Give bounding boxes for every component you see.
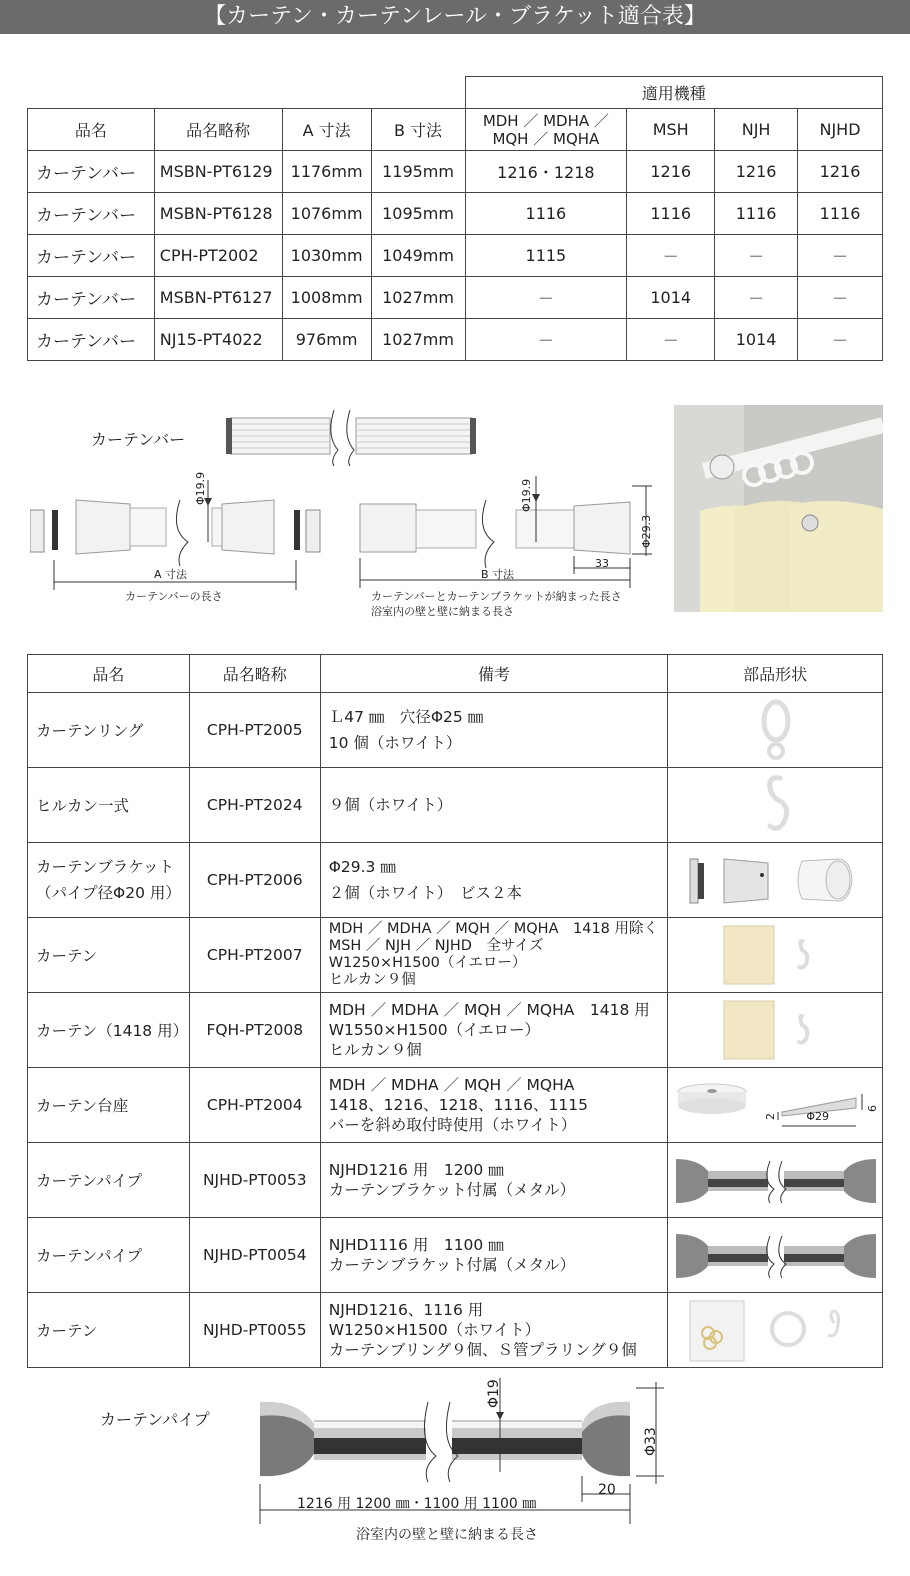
cell: NJ15-PT4022 [154,319,282,361]
note-line: W1250×H1500（イエロー） [328,955,527,971]
curtain-bar-icon [226,410,476,466]
part-image-cell [668,1218,883,1293]
note-line: Ｌ47 ㎜ 穴径Φ25 ㎜ [328,708,484,726]
cell: 1116 [798,193,883,235]
col-header: 品名 [28,109,155,151]
note-line: W1250×H1500（ホワイト） [328,1321,541,1339]
note-line: Φ29.3 ㎜ [328,858,396,876]
page-header [0,0,910,34]
part-name: カーテンパイプ [28,1218,190,1293]
cell: CPH-PT2002 [154,235,282,277]
cell: 976mm [282,319,371,361]
col-header-model: MDH ／ MDHA ／ MQH ／ MQHA [465,109,627,151]
part-notes [320,768,668,843]
dim-b-caption: カーテンバーとカーテンブラケットが納まった長さ [371,590,622,603]
part-name: カーテンパイプ [28,1143,190,1218]
part-name: ヒルカン一式 [28,768,190,843]
note-line: MDH ／ MDHA ／ MQH ／ MQHA [328,1076,575,1094]
note-line: MSH ／ NJH ／ NJHD 全サイズ [328,938,544,954]
cell: カーテンバー [28,319,155,361]
cell: MSBN-PT6129 [154,151,282,193]
cell: MSBN-PT6127 [154,277,282,319]
part-notes [320,843,668,918]
part-name: カーテン [28,1293,190,1368]
note-line: カーテンブラケット付属（メタル） [328,1181,576,1199]
curtain-1418-icon [722,999,832,1061]
part-notes [320,693,668,768]
table-row [28,235,883,277]
bracket-icon [688,853,868,909]
cell: カーテンバー [28,193,155,235]
table-row [28,151,883,193]
cell: 1216・1218 [465,151,627,193]
note-line: 1418、1216、1218、1116、1115 [328,1096,588,1114]
cell: 1095mm [371,193,465,235]
cell: － [715,235,798,277]
note-line: MDH ／ MDHA ／ MQH ／ MQHA 1418 用除く [328,921,659,937]
s-hook-icon [762,772,792,838]
cell: 1027mm [371,277,465,319]
cell: － [798,277,883,319]
part-image-cell [668,993,883,1068]
table-row [28,993,883,1068]
part-image-cell [668,843,883,918]
cell: 1116 [715,193,798,235]
dim-20-label: 20 [598,1482,616,1498]
part-name: カーテン [28,918,190,993]
curtain-ring-icon [760,697,792,763]
part-code: CPH-PT2005 [189,693,320,768]
cell: 1216 [627,151,715,193]
cell: カーテンバー [28,235,155,277]
col-header: 品名略称 [154,109,282,151]
cell: － [798,319,883,361]
note-line: ２個（ホワイト） ビス２本 [328,884,522,902]
dim-b-label: B 寸法 [481,568,515,581]
phi-b-label: Φ19.9 [520,478,533,512]
phi-pipe-end-label: Φ33 [643,1427,659,1456]
col-header-model: NJH [715,109,798,151]
cell: 1195mm [371,151,465,193]
part-notes [320,918,668,993]
col-header-model: MSH [627,109,715,151]
cell: － [627,235,715,277]
col-header: 備考 [320,655,668,693]
curtain-yellow-icon [722,924,832,986]
col-header-model: NJHD [798,109,883,151]
note-line: NJHD1116 用 1100 ㎜ [328,1236,504,1254]
cell: 1027mm [371,319,465,361]
phi-pipe-label: Φ19 [486,1379,502,1408]
table-row [28,277,883,319]
cell: － [465,319,627,361]
note-line: MDH ／ MDHA ／ MQH ／ MQHA 1418 用 [328,1001,650,1019]
table-row [28,1218,883,1293]
note-line: バーを斜め取付時使用（ホワイト） [328,1116,577,1134]
cell: カーテンバー [28,151,155,193]
group-header: 適用機種 [465,77,883,109]
col-header: A 寸法 [282,109,371,151]
part-code: NJHD-PT0055 [189,1293,320,1368]
cell: － [465,277,627,319]
table-row [28,1143,883,1218]
table-row [28,1293,883,1368]
cell: 1116 [627,193,715,235]
note-line: NJHD1216、1116 用 [328,1301,484,1319]
part-notes [320,993,668,1068]
phi-end-label: Φ29.3 [640,514,653,548]
part-code: CPH-PT2024 [189,768,320,843]
part-name: カーテン（1418 用） [28,993,190,1068]
part-code: CPH-PT2007 [189,918,320,993]
cell: 1014 [627,277,715,319]
installed-curtain-photo [674,405,883,612]
phi-a-label: Φ19.9 [194,471,207,505]
cell: 1014 [715,319,798,361]
table-row [28,843,883,918]
part-name: カーテンリング [28,693,190,768]
metal-pipe-icon [674,1232,878,1280]
note-line: ヒルカン９個 [328,972,416,988]
part-image-cell [668,693,883,768]
dim-33-label: 33 [595,557,609,570]
curtain-pipe-title: カーテンパイプ [100,1410,210,1429]
part-name: カーテンブラケット （パイプ径Φ20 用） [28,843,190,918]
part-code: CPH-PT2004 [189,1068,320,1143]
part-name: カーテン台座 [28,1068,190,1143]
col-header: 品名 [28,655,190,693]
dim-a-label: A 寸法 [154,568,188,581]
part-notes [320,1218,668,1293]
curtain-bar-title: カーテンバー [91,430,186,449]
cell: 1049mm [371,235,465,277]
cell: 1008mm [282,277,371,319]
part-image-cell [668,1293,883,1368]
note-line: NJHD1216 用 1200 ㎜ [328,1161,504,1179]
base-height-label: 2 [764,1113,778,1120]
parts-table [27,654,883,1368]
page-title: 【カーテン・カーテンレール・ブラケット適合表】 [204,4,706,29]
table-row [28,319,883,361]
cell: 1030mm [282,235,371,277]
metal-pipe-icon [674,1157,878,1205]
table-row [28,1068,883,1143]
part-code: FQH-PT2008 [189,993,320,1068]
note-line: カーテンブリング９個、Ｓ管プラリング９個 [328,1341,637,1359]
pipe-caption: 浴室内の壁と壁に納まる長さ [356,1527,538,1543]
cell: 1116 [465,193,627,235]
compatibility-table [27,76,883,361]
col-header: B 寸法 [371,109,465,151]
curtain-base-icon [676,1076,876,1136]
cell: 1176mm [282,151,371,193]
table-row [28,693,883,768]
cell: － [798,235,883,277]
base-thickness-label: 6 [866,1105,880,1112]
dim-b-caption: 浴室内の壁と壁に納まる長さ [371,605,514,618]
cell: 1216 [798,151,883,193]
table-row [28,918,883,993]
note-line: W1550×H1500（イエロー） [328,1021,540,1039]
cell: カーテンバー [28,277,155,319]
part-image-cell [668,918,883,993]
part-code: NJHD-PT0054 [189,1218,320,1293]
white-curtain-set-icon [688,1299,868,1363]
cell: 1115 [465,235,627,277]
cell: － [715,277,798,319]
note-line: カーテンブラケット付属（メタル） [328,1256,576,1274]
part-notes [320,1143,668,1218]
note-line: ９個（ホワイト） [328,796,453,814]
cell: 1216 [715,151,798,193]
part-image-cell [668,1068,883,1143]
note-line: 10 個（ホワイト） [328,734,462,752]
cell: － [627,319,715,361]
cell: 1076mm [282,193,371,235]
part-image-cell [668,1143,883,1218]
part-notes [320,1293,668,1368]
pipe-length-label: 1216 用 1200 ㎜・1100 用 1100 ㎜ [297,1496,537,1512]
cell: MSBN-PT6128 [154,193,282,235]
part-code: NJHD-PT0053 [189,1143,320,1218]
part-code: CPH-PT2006 [189,843,320,918]
note-line: ヒルカン９個 [328,1041,422,1059]
table-row [28,193,883,235]
part-image-cell [668,768,883,843]
col-header: 品名略称 [189,655,320,693]
base-diameter-label: Φ29 [806,1110,829,1123]
part-notes [320,1068,668,1143]
col-header: 部品形状 [668,655,883,693]
table-row [28,768,883,843]
dim-a-caption: カーテンバーの長さ [125,590,223,603]
